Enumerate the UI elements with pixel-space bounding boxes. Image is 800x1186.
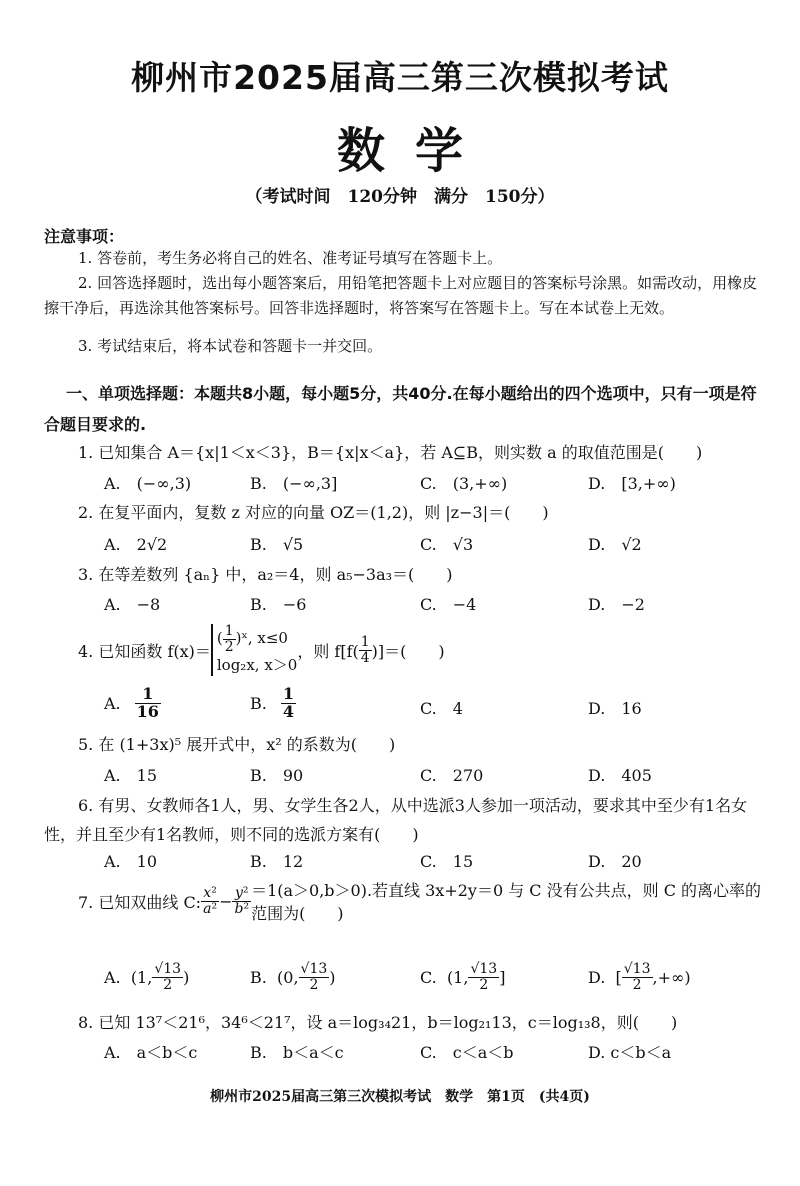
stem-prefix: 4. 已知函数 f(x)＝ <box>78 641 211 661</box>
case-fraction: $\frac{1}{2}$ <box>224 622 234 655</box>
subject-title: 数学 <box>336 123 493 179</box>
option: C. 4 <box>420 699 463 718</box>
option: D. 16 <box>588 699 642 718</box>
note-item: 2. 回答选择题时，选出每小题答案后，用铅笔把答题卡上对应题目的答案标号涂黑。如需改动，用橡皮擦干净后，再选涂其他答案标号。回答非选择题时，将答案写在答题卡上。写在本试卷上无效。 <box>44 274 758 317</box>
option: D. −2 <box>588 595 645 614</box>
stem-end: )]＝( ) <box>371 641 445 661</box>
question-stem <box>78 622 445 678</box>
option-fraction: $\frac{√13}{2}$ <box>154 961 182 993</box>
option: A. 10 <box>104 852 158 871</box>
question-stem: 2. 在复平面内，复数 z 对应的向量 OZ＝(1,2)，则 |z−3|＝( ) <box>78 503 549 522</box>
option: B. (−∞,3] <box>250 474 338 493</box>
option: A. 15 <box>104 766 158 785</box>
question-stem: 6. 有男、女教师各1人，男、女学生各2人，从中选派3人参加一项活动，要求其中至少有1名女性，并且至少有1名教师，则不同的选派方案有( ) <box>44 796 748 844</box>
question-stem: 3. 在等差数列 {aₙ} 中，a₂＝4，则 a₅−3a₃＝( ) <box>78 565 453 584</box>
option: C. √3 <box>420 535 474 554</box>
hyperbola-term: $\frac{\text{x²}}{\text{a²}}$ <box>203 884 218 917</box>
note-item: 3. 考试结束后，将本试卷和答题卡一并交回。 <box>78 337 383 355</box>
option: A. a＜b＜c <box>104 1043 198 1062</box>
question-stem: 5. 在 (1+3x)⁵ 展开式中，x² 的系数为( ) <box>78 735 396 754</box>
option: B. √5 <box>250 535 304 554</box>
option-fraction: $\frac{√13}{2}$ <box>300 961 328 993</box>
option: A. −8 <box>104 595 161 614</box>
option: C. (3,+∞) <box>420 474 508 493</box>
option: B. 90 <box>250 766 304 785</box>
option-fraction: $\frac{√13}{2}$ <box>470 961 498 993</box>
question-stem: 1. 已知集合 A＝{x|1＜x＜3}，B＝{x|x＜a}，若 A⊆B，则实数 a 的取值范围是( ) <box>78 443 703 462</box>
option: A. (1, $\frac{√13}{2}$ ) <box>104 961 190 993</box>
option: C. 270 <box>420 766 484 785</box>
option: D. 20 <box>588 852 642 871</box>
page-footer: 柳州市2025届高三第三次模拟考试 数学 第1页 (共4页) <box>210 1089 590 1105</box>
notes-heading: 注意事项： <box>44 227 125 246</box>
option: C. 15 <box>420 852 474 871</box>
option: A. (−∞,3) <box>104 474 192 493</box>
option: D. 405 <box>588 766 652 785</box>
option: B. b＜a＜c <box>250 1043 344 1062</box>
stem-prefix: 7. 已知双曲线 C: <box>78 892 202 912</box>
stem-suffix: ＝1(a＞0,b＞0).若直线 3x+2y＝0 与 C 没有公共点，则 C 的离心率的范围为( ) <box>251 881 762 923</box>
option-fraction: $\frac{√13}{2}$ <box>623 961 651 993</box>
exam-info: （考试时间 120分钟 满分 150分） <box>245 187 555 207</box>
hyperbola-term: $\frac{\text{y²}}{\text{b²}}$ <box>234 884 250 917</box>
option: A. $\frac{1}{16}$ <box>104 684 159 721</box>
question-stem: 8. 已知 13⁷＜21⁶，34⁶＜21⁷，设 a＝log₃₄21，b＝log₂₁13，c＝log₁₃8，则( ) <box>78 1013 678 1032</box>
option: C. (1, $\frac{√13}{2}$ ] <box>420 961 506 993</box>
option: A. 2√2 <box>104 535 168 554</box>
option: B. $\frac{1}{4}$ <box>250 684 294 721</box>
question-stem: 7. 已知双曲线 C: $\frac{\text{x²}}{\text{a²}}$ − $\frac{\text{y²}}{\text{b²}}$ ＝1(a＞0,b＞0).若直线 3x+2y＝0 与 C 没有公共点，则 C 的离心率的范围为( ) <box>78 880 771 922</box>
arg-fraction: $\frac{1}{4}$ <box>360 633 370 666</box>
exam-title: 柳州市2025届高三第三次模拟考试 <box>131 58 669 97</box>
stem-suffix: ，则 f[f( <box>297 641 359 661</box>
option: C. −4 <box>420 595 477 614</box>
option: D. [3,+∞) <box>588 474 676 493</box>
option: B. (0, $\frac{√13}{2}$ ) <box>250 961 336 993</box>
option: D. [ $\frac{√13}{2}$ ,+∞) <box>588 961 691 993</box>
option: B. −6 <box>250 595 307 614</box>
piecewise-cases: ( $\frac{1}{2}$ )ˣ, x≤0 log₂x, x＞0 <box>211 624 297 676</box>
option: C. c＜a＜b <box>420 1043 514 1062</box>
section-heading: 一、单项选择题：本题共8小题，每小题5分，共40分.在每小题给出的四个选项中，只有一项是符合题目要求的. <box>44 384 757 434</box>
note-item: 1. 答卷前，考生务必将自己的姓名、准考证号填写在答题卡上。 <box>78 249 503 267</box>
option: D. √2 <box>588 535 642 554</box>
option: B. 12 <box>250 852 304 871</box>
option: D. c＜b＜a <box>588 1043 672 1062</box>
